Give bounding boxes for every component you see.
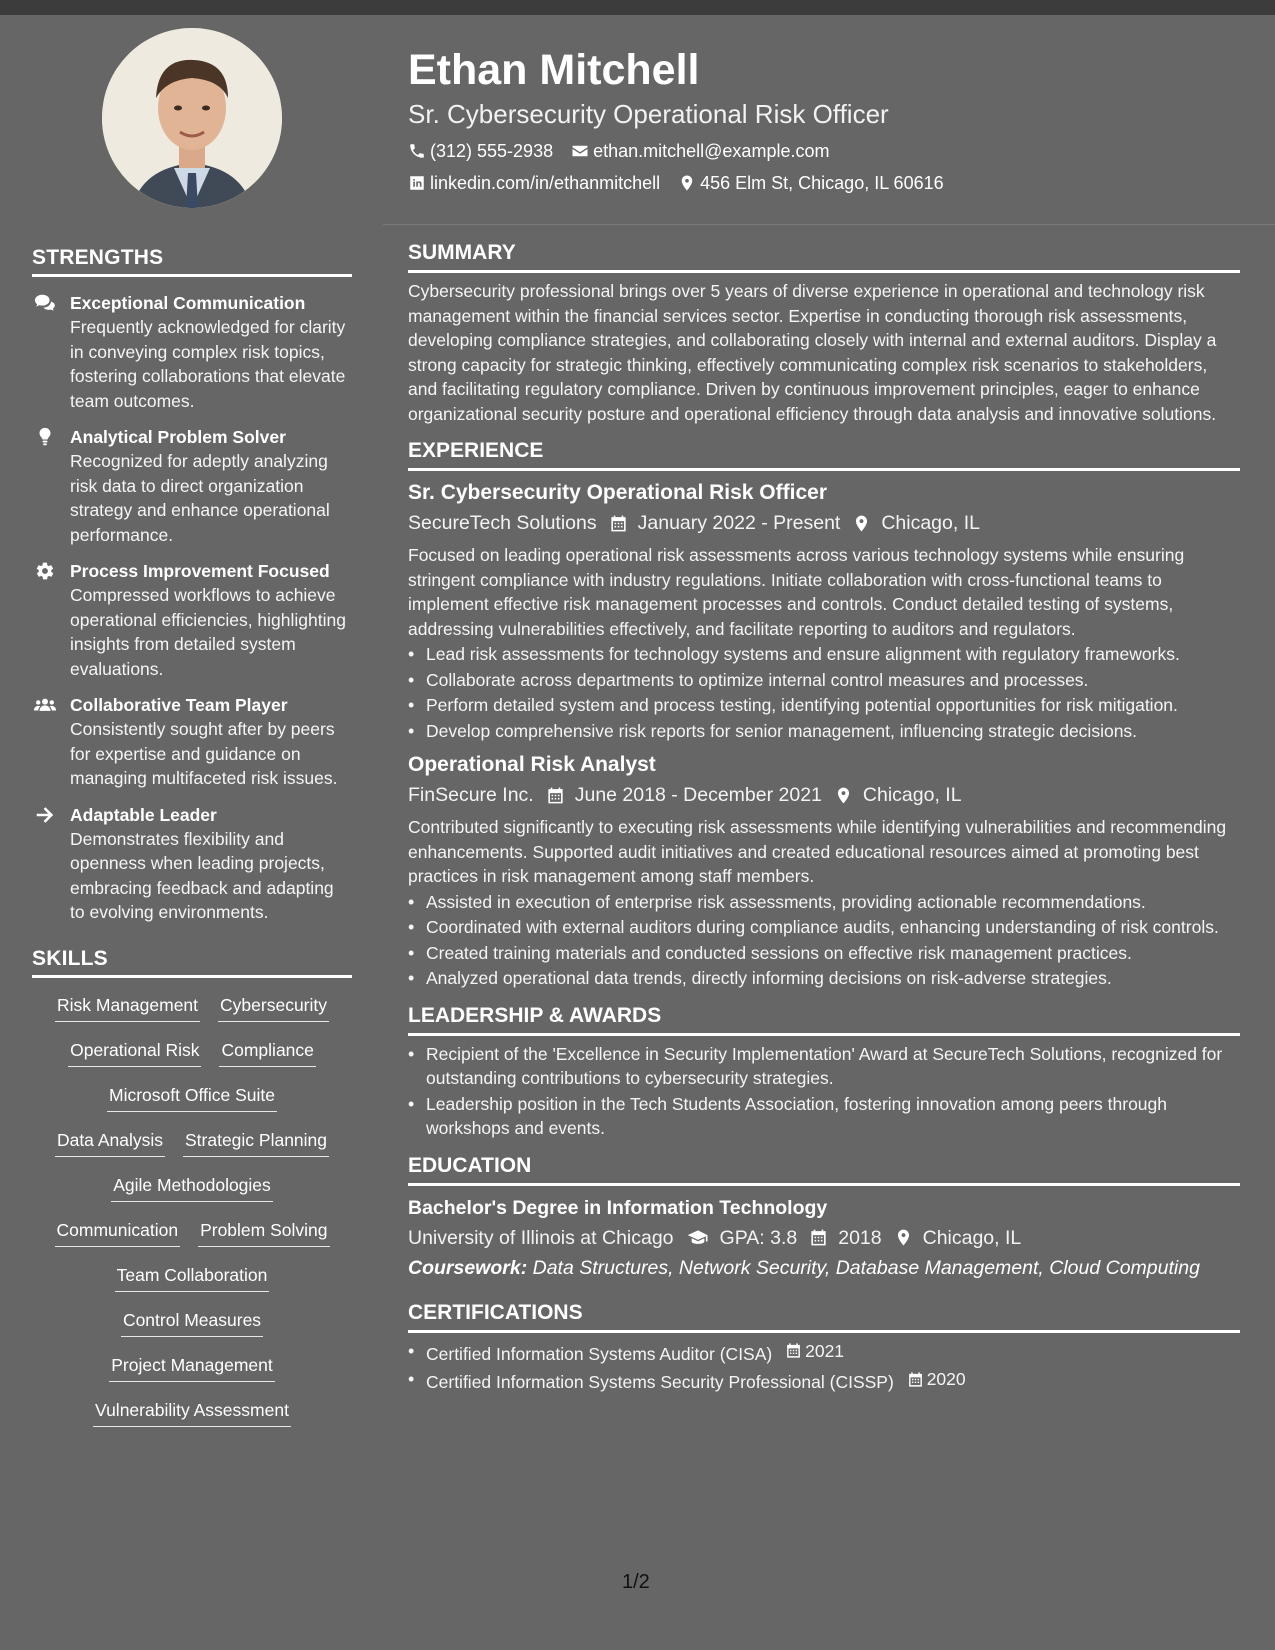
certifications-list bbox=[408, 1339, 1240, 1395]
job-entry bbox=[408, 479, 1240, 743]
address-contact bbox=[678, 171, 943, 195]
job-description: Contributed significantly to executing risk assessments while identifying vulnerabilities and recommending enhancements. Supported audit initiatives and created educational resources aimed at promoting best practices in risk management among staff members. bbox=[408, 817, 1227, 886]
coursework-label: Coursework: bbox=[408, 1256, 528, 1279]
candidate-title: Sr. Cybersecurity Operational Risk Officer bbox=[408, 99, 889, 129]
graduation-year: 2018 bbox=[838, 1226, 882, 1249]
skill-tag: Microsoft Office Suite bbox=[107, 1083, 277, 1112]
bullet-item: • Develop comprehensive risk reports for senior management, influencing strategic decisions. bbox=[408, 719, 1240, 744]
linkedin-icon bbox=[408, 174, 426, 192]
strength-title: Exceptional Communication bbox=[70, 293, 306, 313]
certification-item bbox=[408, 1339, 1240, 1366]
skill-tag: Data Analysis bbox=[55, 1128, 165, 1157]
bullet-item: • Collaborate across departments to optimize internal control measures and processes. bbox=[408, 668, 1240, 693]
location-pin-icon bbox=[678, 174, 696, 192]
job-location: Chicago, IL bbox=[881, 512, 980, 534]
gear-icon bbox=[32, 559, 70, 681]
email-text: ethan.mitchell@example.com bbox=[593, 141, 830, 161]
coursework-text: Data Structures, Network Security, Database Management, Cloud Computing bbox=[532, 1256, 1200, 1279]
job-title: Sr. Cybersecurity Operational Risk Officer bbox=[408, 481, 827, 504]
skill-tag: Cybersecurity bbox=[218, 993, 329, 1022]
bullet-item: • Created training materials and conducted sessions on effective risk management practices. bbox=[408, 941, 1240, 966]
calendar-icon bbox=[546, 786, 565, 805]
skill-tag: Vulnerability Assessment bbox=[93, 1398, 291, 1427]
award-item: • Recipient of the 'Excellence in Security Implementation' Award at SecureTech Solutions, recognized for outstanding contributions to cybersecurity strategies. bbox=[408, 1042, 1240, 1091]
strength-item bbox=[32, 291, 352, 413]
lightbulb-icon bbox=[32, 425, 70, 547]
sidebar bbox=[32, 28, 352, 1438]
location-pin-icon bbox=[852, 514, 871, 533]
skill-tag: Risk Management bbox=[55, 993, 200, 1022]
job-bullets bbox=[408, 890, 1240, 991]
bullet-item: • Lead risk assessments for technology systems and ensure alignment with regulatory frameworks. bbox=[408, 642, 1240, 667]
users-icon bbox=[32, 693, 70, 791]
strengths-heading: STRENGTHS bbox=[32, 246, 352, 277]
strength-item bbox=[32, 559, 352, 681]
skill-tag: Agile Methodologies bbox=[111, 1173, 273, 1202]
strength-description: Demonstrates flexibility and openness when leading projects, embracing feedback and adapting to evolving environments. bbox=[70, 828, 334, 922]
contact-row bbox=[408, 139, 1238, 163]
certification-year: 2020 bbox=[926, 1368, 966, 1389]
strength-title: Collaborative Team Player bbox=[70, 695, 288, 715]
strength-title: Adaptable Leader bbox=[70, 804, 217, 825]
page-number: 1/2 bbox=[622, 1571, 650, 1593]
bullet-item: • Assisted in execution of enterprise risk assessments, providing actionable recommendations. bbox=[408, 890, 1240, 915]
strength-item bbox=[32, 693, 352, 791]
school-name: University of Illinois at Chicago bbox=[408, 1226, 674, 1249]
calendar-icon bbox=[785, 1342, 802, 1359]
job-description: Focused on leading operational risk assessments across various technology systems while ensuring stringent compliance with industry regulations. Initiate collaboration with cross-functional teams to implement effective risk management processes and controls. Conduct detailed testing of systems, addressing vulnerabilities effectively, and facilitate reporting to auditors and regulators. bbox=[408, 545, 1185, 639]
job-dates: June 2018 - December 2021 bbox=[574, 784, 822, 806]
job-entry bbox=[408, 751, 1240, 991]
strength-description: Recognized for adeptly analyzing risk data to direct organization strategy and enhance operational performance. bbox=[70, 451, 330, 545]
skills-heading: SKILLS bbox=[32, 947, 352, 978]
calendar-icon bbox=[609, 514, 628, 533]
skill-tag: Project Management bbox=[109, 1353, 274, 1382]
linkedin-contact[interactable] bbox=[408, 171, 660, 195]
company-name: SecureTech Solutions bbox=[408, 512, 597, 534]
strength-item bbox=[32, 425, 352, 547]
skill-tag: Control Measures bbox=[121, 1308, 263, 1337]
envelope-icon bbox=[571, 142, 589, 160]
bullet-item: • Analyzed operational data trends, directly informing decisions on risk-adverse strategies. bbox=[408, 966, 1240, 991]
strengths-list bbox=[32, 291, 352, 925]
main-content bbox=[408, 240, 1240, 1394]
skills-list bbox=[32, 988, 352, 1438]
skill-tag: Operational Risk bbox=[68, 1038, 201, 1067]
skill-tag: Strategic Planning bbox=[183, 1128, 329, 1157]
skill-tag: Team Collaboration bbox=[115, 1263, 270, 1292]
awards-heading: LEADERSHIP & AWARDS bbox=[408, 1003, 1240, 1036]
location-pin-icon bbox=[894, 1228, 913, 1247]
certification-name: Certified Information Systems Auditor (CISA) bbox=[426, 1343, 773, 1364]
phone-icon bbox=[408, 142, 426, 160]
coursework bbox=[408, 1254, 1240, 1282]
certification-year-wrap bbox=[785, 1339, 844, 1364]
company-name: FinSecure Inc. bbox=[408, 784, 534, 806]
gpa-text: GPA: 3.8 bbox=[719, 1226, 798, 1249]
strength-title: Process Improvement Focused bbox=[70, 561, 330, 581]
calendar-icon bbox=[809, 1228, 828, 1247]
address-text: 456 Elm St, Chicago, IL 60616 bbox=[700, 173, 944, 193]
phone-text: (312) 555-2938 bbox=[430, 141, 554, 161]
certification-item bbox=[408, 1367, 1240, 1394]
candidate-name: Ethan Mitchell bbox=[408, 46, 700, 94]
school-location: Chicago, IL bbox=[922, 1226, 1022, 1249]
graduation-cap-icon bbox=[686, 1228, 710, 1247]
comments-icon bbox=[32, 291, 70, 413]
job-title: Operational Risk Analyst bbox=[408, 753, 656, 776]
certifications-heading: CERTIFICATIONS bbox=[408, 1300, 1240, 1333]
arrow-right-icon bbox=[32, 803, 70, 925]
award-item: • Leadership position in the Tech Students Association, fostering innovation among peers through workshops and events. bbox=[408, 1092, 1240, 1141]
email-contact[interactable] bbox=[571, 139, 829, 163]
strength-description: Compressed workflows to achieve operational efficiencies, highlighting insights from detailed system evaluations. bbox=[70, 585, 346, 679]
summary-heading: SUMMARY bbox=[408, 240, 1240, 273]
certification-year: 2021 bbox=[805, 1340, 845, 1361]
contact-row bbox=[408, 171, 1238, 195]
strength-description: Frequently acknowledged for clarity in conveying complex risk topics, fostering collaborations that elevate team outcomes. bbox=[70, 317, 346, 411]
calendar-icon bbox=[907, 1371, 924, 1388]
experience-heading: EXPERIENCE bbox=[408, 438, 1240, 471]
linkedin-text: linkedin.com/in/ethanmitchell bbox=[430, 173, 661, 193]
strength-description: Consistently sought after by peers for expertise and guidance on managing multifaceted risk issues. bbox=[70, 719, 338, 788]
summary-text: Cybersecurity professional brings over 5 years of diverse experience in operational and technology risk management within the financial services sector. Expertise in conducting thorough risk assessments, developing compliance strategies, and collaborating closely with internal and external auditors. Display a strong capacity for strategic thinking, effectively communicating complex risk scenarios to stakeholders, and facilitating regulatory compliance. Driven by continuous improvement principles, eager to enhance organizational security posture and operational efficiency through data analysis and innovative solutions. bbox=[408, 281, 1217, 424]
strength-title: Analytical Problem Solver bbox=[70, 427, 286, 447]
header-divider bbox=[383, 224, 1275, 225]
degree-title: Bachelor's Degree in Information Technology bbox=[408, 1196, 828, 1219]
education-meta bbox=[408, 1224, 1240, 1252]
job-dates: January 2022 - Present bbox=[637, 512, 841, 534]
job-meta bbox=[408, 781, 1240, 809]
skill-tag: Communication bbox=[55, 1218, 181, 1247]
job-bullets bbox=[408, 642, 1240, 743]
phone-contact[interactable] bbox=[408, 139, 553, 163]
awards-list bbox=[408, 1042, 1240, 1141]
skill-tag: Problem Solving bbox=[198, 1218, 329, 1247]
skill-tag: Compliance bbox=[219, 1038, 315, 1067]
certification-year-wrap bbox=[907, 1367, 966, 1392]
certification-name: Certified Information Systems Security Professional (CISSP) bbox=[426, 1371, 894, 1392]
bullet-item: • Perform detailed system and process testing, identifying potential opportunities for risk mitigation. bbox=[408, 693, 1240, 718]
job-meta bbox=[408, 509, 1240, 537]
location-pin-icon bbox=[834, 786, 853, 805]
profile-photo bbox=[102, 28, 282, 208]
education-heading: EDUCATION bbox=[408, 1153, 1240, 1186]
bullet-item: • Coordinated with external auditors during compliance audits, enhancing understanding of risk controls. bbox=[408, 915, 1240, 940]
strength-item bbox=[32, 803, 352, 925]
job-location: Chicago, IL bbox=[862, 784, 962, 806]
resume-header bbox=[408, 44, 1238, 195]
top-bar bbox=[0, 0, 1275, 15]
